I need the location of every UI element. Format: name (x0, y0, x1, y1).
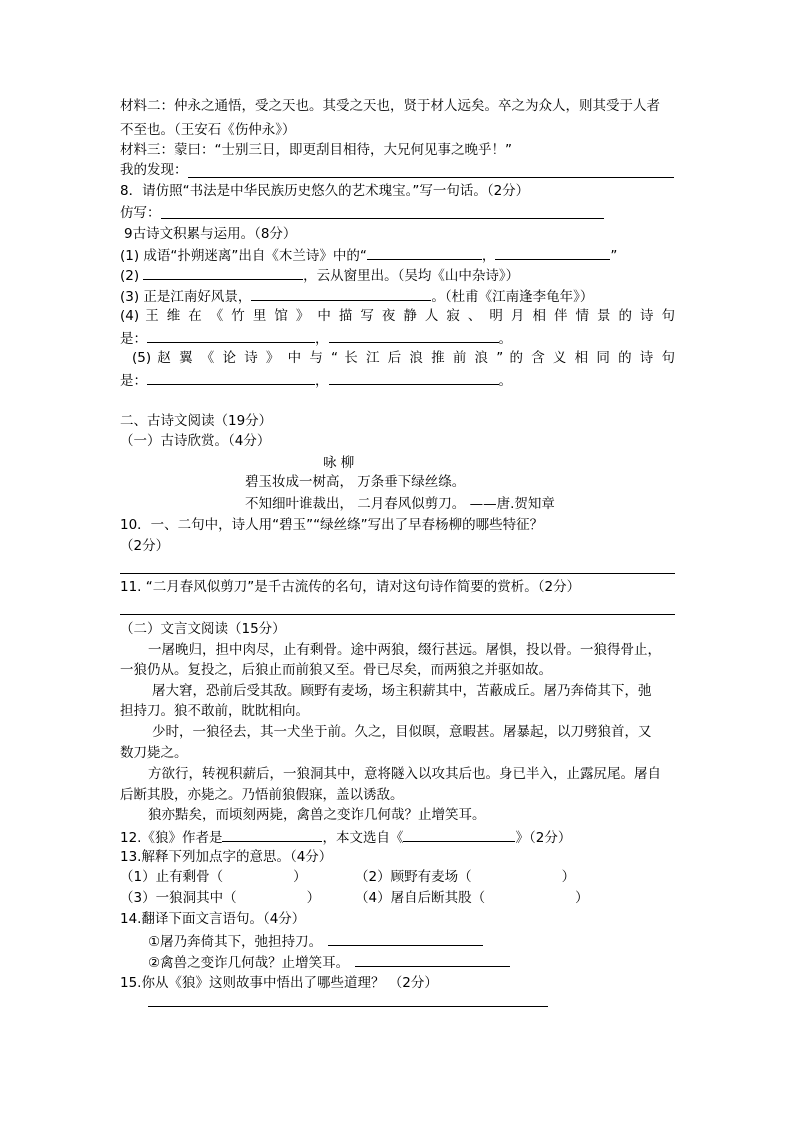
q12-mid: ，本文选自《 (322, 830, 404, 846)
material-three: 材料三：蒙曰：“士别三日，即更刮目相待，大兄何见事之晚乎！” (120, 142, 512, 158)
q8-answer-label: 仿写： (120, 205, 161, 221)
poem-line1: 碧玉妆成一树高， 万条垂下绿丝绦。 (245, 474, 466, 490)
passage-p4-line2: 后断其股，亦毙之。乃悟前狼假寐，盖以诱敌。 (120, 787, 404, 803)
q9-item4-blank-b[interactable] (329, 327, 499, 343)
q9-item5-comma: ， (315, 373, 329, 389)
poem-title: 咏 柳 (323, 455, 355, 471)
q12-prefix: 12.《狼》作者是 (120, 830, 223, 846)
passage-p3-line2: 数刀毙之。 (120, 745, 188, 761)
subsection-classical: （二）文言文阅读（15分） (120, 621, 286, 637)
passage-p2-line2: 担持刀。狼不敢前，眈眈相向。 (120, 703, 309, 719)
q13-item4-text: （4）屠自后断其股（ (355, 890, 486, 906)
q15-answer-line[interactable] (148, 1006, 548, 1007)
discovery-answer-line[interactable] (188, 177, 674, 178)
q9-item3-prefix: (3) 正是江南好风景， (120, 289, 252, 305)
question-8: 8．请仿照“书法是中华民族历史悠久的艺术瑰宝。”写一句话。（2分） (120, 183, 530, 199)
q14-sentence2-blank[interactable] (355, 951, 510, 967)
q9-item1-comma: ， (481, 248, 496, 264)
q14-sentence1 (148, 930, 483, 952)
q9-item5-line2 (120, 369, 512, 391)
q8-answer-line[interactable] (161, 218, 604, 219)
q9-item4-label: 是： (120, 331, 147, 347)
q13-item4-close: ） (575, 890, 589, 906)
q13-item2-close: ） (561, 869, 576, 885)
q9-item4-blank-a[interactable] (147, 327, 315, 343)
q9-item1-quote: ” (610, 248, 618, 264)
q9-item1-prefix: (1) 成语“扑朔迷离”出自《木兰诗》中的“ (120, 248, 367, 264)
q13-item2-text: （2）顾野有麦场（ (355, 869, 472, 885)
q9-item5-blank-a[interactable] (147, 369, 315, 385)
passage-p1-line2: 一狼仍从。复投之，后狼止而前狼又至。骨已尽矣，而两狼之并驱如故。 (120, 662, 552, 678)
question-9-title: 9古诗文积累与运用。（8分） (124, 226, 297, 242)
q9-item4-period: 。 (498, 331, 512, 347)
passage-p4-line1: 方欲行，转视积薪后，一狼洞其中，意将隧入以攻其后也。身已半入，止露尻尾。屠自 (148, 766, 661, 782)
passage-p1-line1: 一屠晚归，担中肉尽，止有剩骨。途中两狼，缀行甚远。屠惧，投以骨。一狼得骨止， (148, 642, 661, 658)
q9-item3-blank[interactable] (251, 285, 431, 301)
q14-sentence1-text: ①屠乃奔倚其下，弛担持刀。 (148, 934, 323, 950)
section-two-title: 二、古诗文阅读（19分） (120, 413, 273, 429)
q9-item1-blank-b[interactable] (495, 244, 610, 260)
q13-item1-text: （1）止有剩骨（ (120, 869, 224, 885)
passage-p3-line1: 少时，一狼径去，其一犬坐于前。久之，目似暝，意暇甚。屠暴起，以刀劈狼首，又 (152, 724, 652, 740)
question-14-title: 14.翻译下面文言语句。（4分） (120, 911, 306, 927)
q9-item5-period: 。 (498, 373, 512, 389)
q9-item5-label: 是： (120, 373, 147, 389)
q14-sentence2-text: ②禽兽之变诈几何哉？止增笑耳。 (148, 955, 350, 971)
question-10-line1: 10．一、二句中，诗人用“碧玉”“绿丝绦”写出了早春杨柳的哪些特征？ (120, 517, 544, 533)
subsection-poem: （一）古诗欣赏。（4分） (120, 433, 271, 449)
q13-item3-text: （3）一狼洞其中（ (120, 890, 237, 906)
q13-item1-close: ） (293, 869, 307, 885)
passage-p2-line1: 屠大窘，恐前后受其敌。顾野有麦场，场主积薪其中，苫蔽成丘。屠乃奔倚其下，弛 (152, 683, 652, 699)
q11-answer-line[interactable] (120, 614, 675, 615)
question-12 (120, 826, 571, 848)
discovery-label: 我的发现： (120, 162, 188, 178)
q9-item4-line1: (4) 王 维 在 《 竹 里 馆 》 中 描 写 夜 静 人 寂 、 明 月 相 伴 情 景 的 诗 句 (120, 308, 675, 324)
q9-item2-suffix: ，云从窗里出。（吴均《山中杂诗》） (303, 268, 520, 284)
q9-item2-prefix: (2) (120, 268, 140, 284)
q9-item1 (120, 244, 617, 266)
q13-item2 (355, 867, 575, 887)
q9-item2 (120, 264, 519, 286)
q9-item4-line2 (120, 327, 512, 349)
q9-item5-blank-b[interactable] (329, 369, 499, 385)
q13-item4 (355, 888, 589, 908)
q14-sentence2 (148, 951, 510, 973)
q9-item3 (120, 285, 593, 307)
question-15: 15.你从《狼》这则故事中悟出了哪些道理？ （2分） (120, 975, 438, 991)
q9-item5-line1: (5) 赵 翼 《 论 诗 》 中 与 “ 长 江 后 浪 推 前 浪 ” 的 含 义 相 同 的 诗 句 (132, 350, 675, 366)
poem-line2: 不知细叶谁裁出， 二月春风似剪刀。 ——唐.贺知章 (245, 496, 555, 512)
q13-item3 (120, 888, 320, 908)
q14-sentence1-blank[interactable] (328, 930, 483, 946)
q9-item2-blank[interactable] (143, 264, 303, 280)
q12-author-blank[interactable] (222, 826, 322, 842)
material-two-line1: 材料二：仲永之通悟，受之天也。其受之天也，贤于材人远矣。卒之为众人，则其受于人者 (120, 98, 660, 114)
q13-item1 (120, 867, 307, 887)
q9-item4-comma: ， (315, 331, 329, 347)
passage-p5: 狼亦黠矣，而顷刻两毙，禽兽之变诈几何哉？止增笑耳。 (148, 807, 486, 823)
q13-item3-close: ） (306, 890, 321, 906)
q9-item1-blank-a[interactable] (367, 244, 482, 260)
q10-answer-line[interactable] (120, 573, 675, 574)
q9-item3-suffix: 。（杜甫《江南逢李龟年》） (431, 289, 594, 305)
question-13-title: 13.解释下列加点字的意思。（4分） (120, 849, 333, 865)
question-10-line2: （2分） (120, 538, 170, 554)
material-two-line2: 不至也。（王安石《伤仲永》） (120, 122, 296, 138)
q12-suffix: 》（2分） (515, 830, 572, 846)
q12-source-blank[interactable] (403, 826, 515, 842)
question-11: 11. “二月春风似剪刀”是千古流传的名句，请对这句诗作简要的赏析。（2分） (120, 579, 581, 595)
